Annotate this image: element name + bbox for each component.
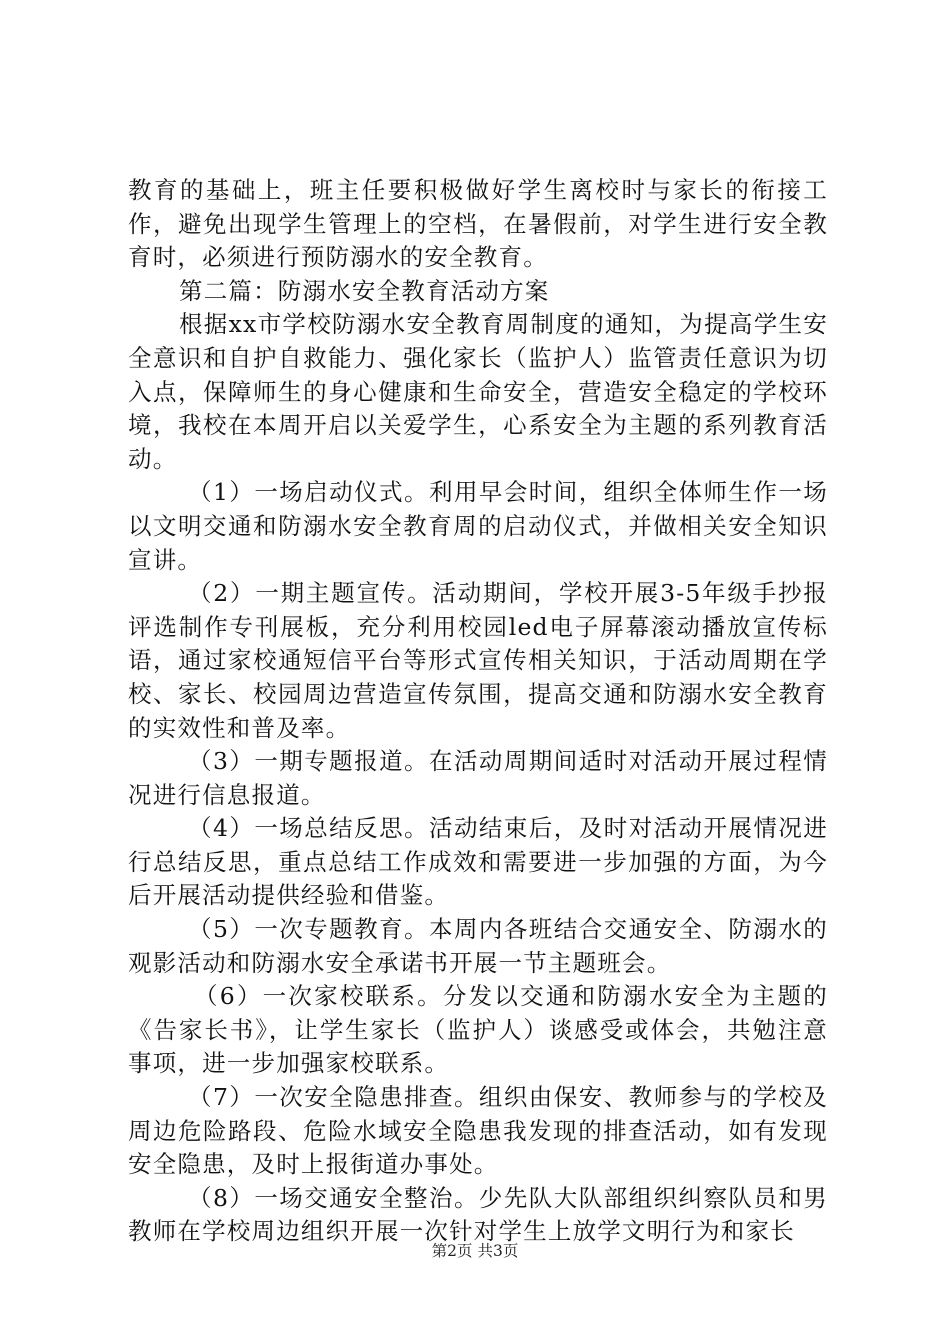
paragraph-continuation: 教育的基础上，班主任要积极做好学生离校时与家长的衔接工作，避免出现学生管理上的空档，在暑假前，对学生进行安全教育时，必须进行预防溺水的安全教育。 xyxy=(128,176,828,272)
list-item-8: （8）一场交通安全整治。少先队大队部组织纠察队员和男教师在学校周边组织开展一次针对学生上放学文明行为和家长 xyxy=(128,1183,828,1246)
document-body xyxy=(128,174,828,1249)
list-item-5: （5）一次专题教育。本周内各班结合交通安全、防溺水的观影活动和防溺水安全承诺书开展一节主题班会。 xyxy=(128,915,828,977)
section-heading: 第二篇：防溺水安全教育活动方案 xyxy=(179,276,550,305)
page-number-footer: 第2页 共3页 xyxy=(431,1242,519,1260)
list-item-1: （1）一场启动仪式。利用早会时间，组织全体师生作一场以文明交通和防溺水安全教育周的启动仪式，并做相关安全知识宣讲。 xyxy=(128,478,828,574)
list-item-6: （6）一次家校联系。分发以交通和防溺水安全为主题的《告家长书》，让学生家长（监护人）谈感受或体会，共勉注意事项，进一步加强家校联系。 xyxy=(128,982,828,1078)
list-item-4: （4）一场总结反思。活动结束后，及时对活动开展情况进行总结反思，重点总结工作成效和需要进一步加强的方面，为今后开展活动提供经验和借鉴。 xyxy=(128,814,828,910)
paragraph-intro: 根据xx市学校防溺水安全教育周制度的通知，为提高学生安全意识和自护自救能力、强化家长（监护人）监管责任意识为切入点，保障师生的身心健康和生命安全，营造安全稳定的学校环境，我校在本周开启以关爱学生，心系安全为主题的系列教育活动。 xyxy=(128,310,828,473)
list-item-7: （7）一次安全隐患排查。组织由保安、教师参与的学校及周边危险路段、危险水域安全隐患我发现的排查活动，如有发现安全隐患，及时上报街道办事处。 xyxy=(128,1083,828,1179)
list-item-2: （2）一期主题宣传。活动期间，学校开展3-5年级手抄报评选制作专刊展板，充分利用校园led电子屏幕滚动播放宣传标语，通过家校通短信平台等形式宣传相关知识，于活动周期在学校、家长、校园周边营造宣传氛围，提高交通和防溺水安全教育的实效性和普及率。 xyxy=(128,579,828,742)
list-item-3: （3）一期专题报道。在活动周期间适时对活动开展过程情况进行信息报道。 xyxy=(128,747,828,809)
